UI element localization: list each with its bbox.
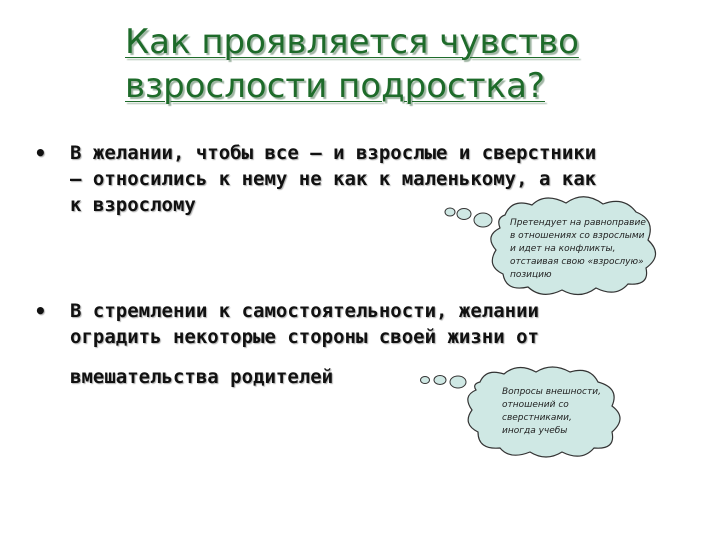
cloud-2-bubble-small bbox=[421, 377, 430, 384]
cloud-2-text bbox=[502, 386, 601, 438]
cloud-1-text bbox=[510, 217, 646, 282]
cloud-2-line: отношений со bbox=[502, 400, 569, 410]
cloud-2-line: сверстниками, bbox=[502, 413, 572, 423]
cloud-2-bubble-mid bbox=[434, 376, 446, 385]
bullet-2-line-3: вмешательства родителей bbox=[70, 366, 334, 388]
cloud-1-line: Претендует на равноправие bbox=[510, 218, 646, 228]
cloud-1-line: позицию bbox=[510, 270, 552, 280]
title-line-1: Как проявляется чувство bbox=[125, 22, 579, 62]
cloud-1-line: в отношениях со взрослыми bbox=[510, 231, 645, 241]
cloud-1-bubble-mid bbox=[457, 209, 471, 220]
cloud-1-line: отстаивая свою «взрослую» bbox=[510, 257, 644, 267]
cloud-2-bubble-large bbox=[450, 376, 466, 388]
bullet-1-line-1: В желании, чтобы все – и взрослые и сверстники bbox=[70, 142, 597, 164]
bullet-dot-icon: • bbox=[34, 299, 47, 323]
cloud-1-line: и идет на конфликты, bbox=[510, 244, 616, 254]
cloud-2-line: иногда учебы bbox=[502, 426, 568, 436]
cloud-1-bubble-large bbox=[474, 213, 492, 227]
bullet-1-line-3: к взрослому bbox=[70, 194, 196, 216]
cloud-2-line: Вопросы внешности, bbox=[502, 387, 601, 397]
bullet-2-line-1: В стремлении к самостоятельности, желании bbox=[70, 300, 539, 322]
bullet-2-line-2: оградить некоторые стороны своей жизни от bbox=[70, 326, 539, 348]
bullet-dot-icon: • bbox=[34, 141, 47, 165]
title-line-2: взрослости подростка? bbox=[125, 66, 545, 106]
bullet-1-line-2: – относились к нему не как к маленькому, а как bbox=[70, 168, 597, 190]
cloud-1-bubble-small bbox=[445, 208, 455, 216]
